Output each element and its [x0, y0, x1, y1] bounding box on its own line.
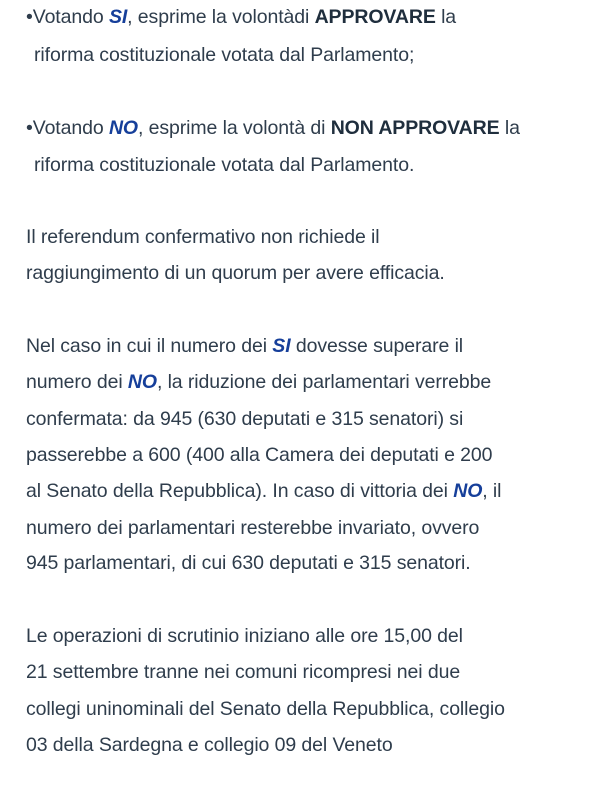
bullet-approve-line2: riforma costituzionale votata dal Parlamento;: [34, 44, 415, 66]
paragraph-results-line6: numero dei parlamentari resterebbe invariato, ovvero: [26, 517, 480, 539]
text: , esprime la volontàdi: [127, 6, 315, 28]
paragraph-results-line4: passerebbe a 600 (400 alla Camera dei deputati e 200: [26, 444, 493, 466]
text: la: [499, 117, 520, 139]
text: , esprime la volontà di: [138, 117, 331, 139]
paragraph-quorum-line2: raggiungimento di un quorum per avere efficacia.: [26, 262, 445, 284]
vote-no-emphasis: NO: [453, 480, 483, 502]
paragraph-results-line5: [26, 476, 501, 506]
paragraph-results-line2: [26, 367, 491, 397]
text: la: [435, 6, 457, 28]
text: dovesse superare il: [290, 335, 464, 357]
paragraph-results-line1: [26, 331, 463, 361]
text: Votando: [32, 6, 109, 28]
vote-si-emphasis: SI: [272, 335, 291, 357]
paragraph-scrutinio-line1: Le operazioni di scrutinio iniziano alle ore 15,00 del: [26, 625, 463, 647]
reject-emphasis: NON APPROVARE: [330, 117, 500, 139]
text: Nel caso in cui il numero dei: [26, 335, 273, 357]
text: numero dei: [26, 371, 128, 393]
bullet-approve-line1: [26, 2, 456, 32]
paragraph-results-line7: 945 parlamentari, di cui 630 deputati e 315 senatori.: [26, 552, 471, 574]
bullet-marker: •: [26, 117, 33, 139]
text: Votando: [32, 117, 109, 139]
vote-no-emphasis: NO: [127, 371, 157, 393]
text: , il: [482, 480, 502, 502]
vote-si-emphasis: SI: [108, 6, 128, 28]
paragraph-scrutinio-line4: 03 della Sardegna e collegio 09 del Veneto: [26, 734, 393, 756]
approve-emphasis: APPROVARE: [314, 6, 436, 28]
text: , la riduzione dei parlamentari verrebbe: [156, 371, 492, 393]
paragraph-scrutinio-line2: 21 settembre tranne nei comuni ricompresi nei due: [26, 661, 461, 683]
bullet-marker: •: [26, 6, 33, 28]
bullet-reject-line2: riforma costituzionale votata dal Parlamento.: [34, 154, 415, 176]
paragraph-results-line3: confermata: da 945 (630 deputati e 315 senatori) si: [26, 408, 464, 430]
vote-no-emphasis: NO: [108, 117, 138, 139]
bullet-reject-line1: [26, 113, 520, 143]
text: al Senato della Repubblica). In caso di vittoria dei: [26, 480, 454, 502]
paragraph-scrutinio-line3: collegi uninominali del Senato della Repubblica, collegio: [26, 698, 505, 720]
paragraph-quorum-line1: Il referendum confermativo non richiede il: [26, 226, 380, 248]
